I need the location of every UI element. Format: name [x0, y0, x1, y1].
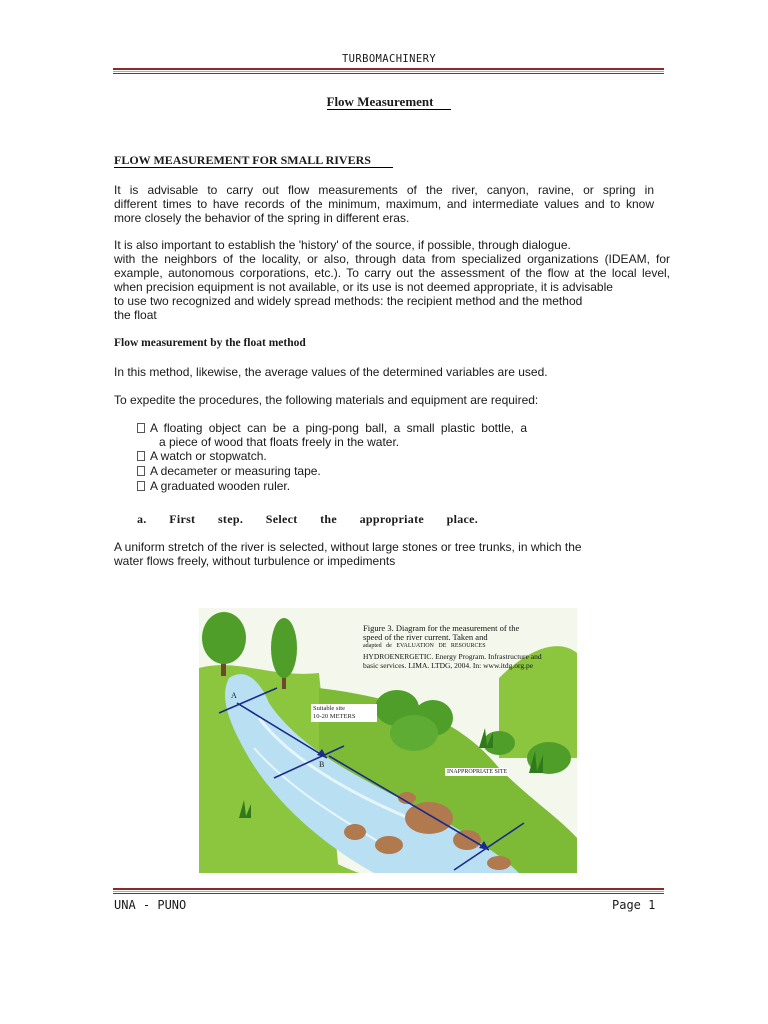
paragraph-line: A uniform stretch of the river is selected, without large stones or tree trunks, in which the [114, 540, 582, 554]
list-item-text: A decameter or measuring tape. [150, 464, 321, 478]
bullet-box-icon [137, 423, 145, 433]
paragraph-line: more closely the behavior of the spring in different eras. [114, 211, 410, 225]
suitable-site-label [311, 704, 377, 722]
section-heading-text: FLOW MEASUREMENT FOR SMALL RIVERS [114, 153, 393, 168]
section-heading [114, 153, 393, 168]
paragraph-3: In this method, likewise, the average values of the determined variables are used. [114, 365, 548, 379]
list-item-text: A floating object can be a ping-pong ball, a small plastic bottle, a [150, 421, 527, 435]
figure-caption-line: HYDROENERGETIC. Energy Program. Infrastructure and [363, 651, 542, 661]
river-diagram-figure [199, 608, 577, 873]
list-item [137, 479, 290, 493]
list-item-text: a piece of wood that floats freely in the water. [159, 435, 400, 449]
suitable-site-line: Suitable site [313, 705, 345, 712]
figure-caption-line: basic services. LIMA. LTDG, 2004. In: www.itdg.org.pe [363, 660, 534, 670]
paragraph-line: It is also important to establish the 'history' of the source, if possible, through dialogue. [114, 238, 571, 252]
bullet-box-icon [137, 451, 145, 461]
paragraph-line: It is advisable to carry out flow measurements of the river, canyon, ravine, or spring in [114, 183, 654, 197]
suitable-site-line: 10-20 METERS [313, 713, 356, 720]
bullet-box-icon [137, 466, 145, 476]
paragraph-line: the float [114, 308, 157, 322]
list-item [137, 449, 267, 463]
list-item [137, 421, 527, 449]
point-b-label: B [319, 760, 325, 769]
document-title [0, 94, 768, 110]
paragraph-line: with the neighbors of the locality, or also, through data from specialized organizations (IDEAM, for [114, 252, 670, 266]
footer-institution: UNA - PUNO [114, 898, 187, 912]
figure-caption-line: speed of the river current. Taken and [363, 632, 488, 643]
page-number: Page 1 [612, 898, 656, 912]
document-title-text: Flow Measurement [327, 94, 452, 110]
paragraph-line: when precision equipment is not available, or its use is not deemed appropriate, it is advisable [114, 280, 613, 294]
bullet-box-icon [137, 481, 145, 491]
paragraph-5 [114, 540, 654, 568]
figure-caption-line: adapted de EVALUATION DE RESOURCES [363, 643, 486, 650]
float-method-heading: Flow measurement by the float method [114, 337, 306, 349]
paragraph-line: to use two recognized and widely spread methods: the recipient method and the method [114, 294, 583, 308]
header-rule [113, 68, 664, 74]
list-item-text: A graduated wooden ruler. [150, 479, 291, 493]
paragraph-line: example, autonomous corporations, etc.). To carry out the assessment of the flow at the local level, [114, 266, 670, 280]
inappropriate-site-label: INAPPROPRIATE SITE [447, 769, 508, 775]
running-header: TURBOMACHINERY [341, 53, 437, 65]
paragraph-2 [114, 238, 670, 322]
paragraph-line: water flows freely, without turbulence or impediments [114, 554, 396, 568]
list-item-text: A watch or stopwatch. [150, 449, 267, 463]
figure-caption-line: Figure 3. Diagram for the measurement of the [363, 623, 520, 633]
step-heading: a. First step. Select the appropriate place. [137, 512, 479, 526]
point-a-label: A [231, 691, 237, 700]
paragraph-4: To expedite the procedures, the following materials and equipment are required: [114, 393, 539, 407]
figure-caption [363, 624, 549, 670]
list-item [137, 464, 321, 478]
paragraph-line: different times to have records of the minimum, maximum, and intermediate values and to know [114, 197, 654, 211]
paragraph-1 [114, 183, 654, 225]
footer-rule [113, 888, 664, 894]
